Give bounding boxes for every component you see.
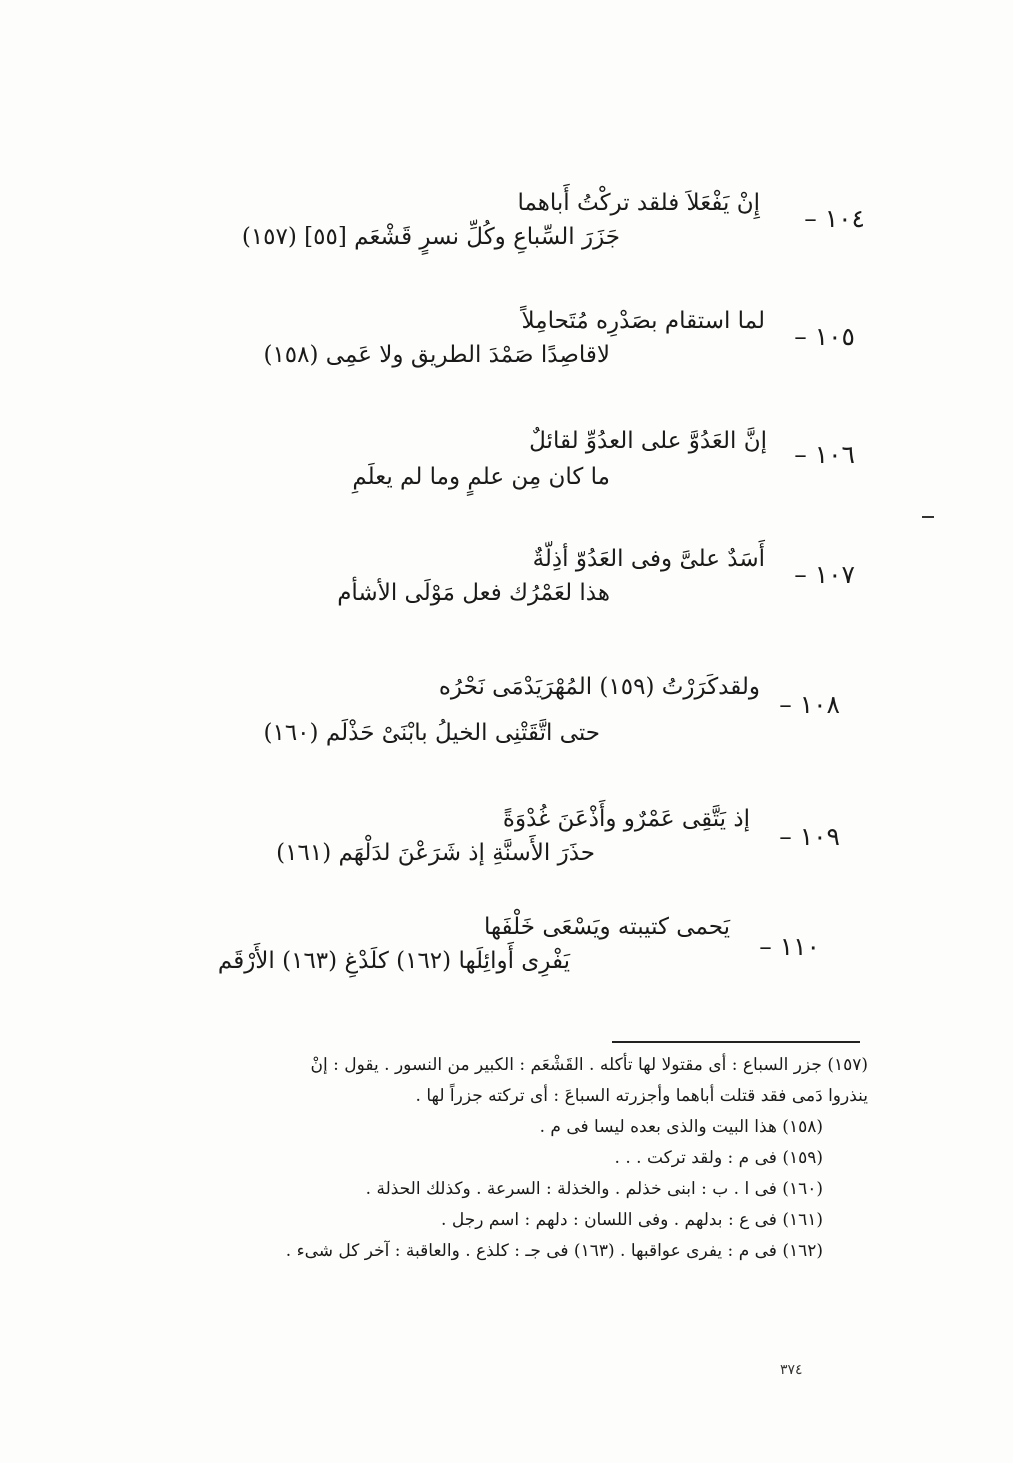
verse-first-hemistich: ولقدكَرَرْتُ (١٥٩) المُهْرَيَدْمَى نَحْرُه [438, 674, 760, 700]
verse-number: ١٠٩ – [779, 822, 840, 851]
page-number: ٣٧٤ [780, 1362, 803, 1378]
footnote-158: (١٥٨) هذا البيت والذى بعده ليسا فى م . [539, 1117, 823, 1137]
footnote-157: (١٥٧) جزر السباع : أى مقتولا لها تأكله . القَشْعَم : الكبير من النسور . يقول : إنْ [310, 1055, 868, 1075]
footnote-161: (١٦١) فى ع : بدلهم . وفى اللسان : دلهم : اسم رجل . [441, 1210, 823, 1230]
verse-first-hemistich: يَحمى كتيبته ويَسْعَى خَلْفَها [483, 914, 730, 940]
verse-107 [215, 538, 855, 618]
verse-number: ١١٠ – [759, 932, 820, 961]
footnote-162-163: (١٦٢) فى م : يفرى عواقبها . (١٦٣) فى جـ : كلذع . والعاقبة : آخر كل شىء . [285, 1241, 823, 1261]
verse-109 [200, 800, 840, 880]
verse-104 [220, 190, 865, 270]
margin-mark [922, 516, 934, 518]
footnote-separator [612, 1041, 860, 1043]
verse-106 [220, 420, 855, 500]
footnote-160: (١٦٠) فى ا . ب : ابنى خذلم . والخذلة : السرعة . وكذلك الحذلة . [365, 1179, 823, 1199]
verse-number: ١٠٥ – [794, 322, 855, 351]
footnote-159: (١٥٩) فى م : ولقد تركت . . . [614, 1148, 823, 1168]
verse-second-hemistich: جَزَرَ السِّباعِ وكُلِّ نسرٍ قَشْعَم [٥٥] (١٥٧) [241, 224, 620, 250]
verse-second-hemistich: حتى اتَّقَتْنِى الخيلُ بابْنَىْ حَذْلَم (١٦٠) [263, 720, 600, 746]
verse-first-hemistich: إنَّ العَدُوَّ على العدُوِّ لقائلٌ [529, 428, 767, 454]
verse-second-hemistich: يَفْرِى أَوائِلَها (١٦٢) كلَدْغِ (١٦٣) الأَرْقَم [217, 948, 570, 974]
verse-number: ١٠٤ – [804, 204, 865, 233]
verse-second-hemistich: ما كان مِن علمٍ وما لم يعلَمِ [352, 464, 610, 490]
verse-number: ١٠٦ – [794, 440, 855, 469]
verse-number: ١٠٧ – [794, 560, 855, 589]
verse-second-hemistich: لاقاصِدًا صَمْدَ الطريق ولا عَمِى (١٥٨) [263, 342, 610, 368]
verse-first-hemistich: أَسَدٌ علىَّ وفى العَدُوّ أذِلّةٌ [532, 546, 765, 572]
verse-second-hemistich: هذا لعَمْرُك فعل مَوْلَى الأشأم [337, 580, 610, 606]
verse-second-hemistich: حذَرَ الأَسنَّةِ إذ شَرَعْنَ لدَلْهَم (١٦١) [276, 840, 595, 866]
verse-105 [220, 302, 855, 382]
verse-first-hemistich: إذ يَتَّقِى عَمْرٌو وأَذْعَنَ غُدْوَةً [502, 806, 750, 832]
footnote-157-continued: ينذروا دَمى فقد قتلت أباهما وأجزرته السباعَ : أى تركته جزراً لها . [415, 1086, 868, 1106]
verse-first-hemistich: إِنْ يَفْعَلاَ فلقد تركْتُ أَباهما [517, 190, 760, 216]
footnotes [140, 1050, 868, 1267]
verse-number: ١٠٨ – [779, 690, 840, 719]
verse-108 [205, 668, 840, 758]
verse-first-hemistich: لما استقام بصَدْرِه مُتَحامِلاً [521, 308, 765, 334]
verse-110 [190, 910, 820, 990]
